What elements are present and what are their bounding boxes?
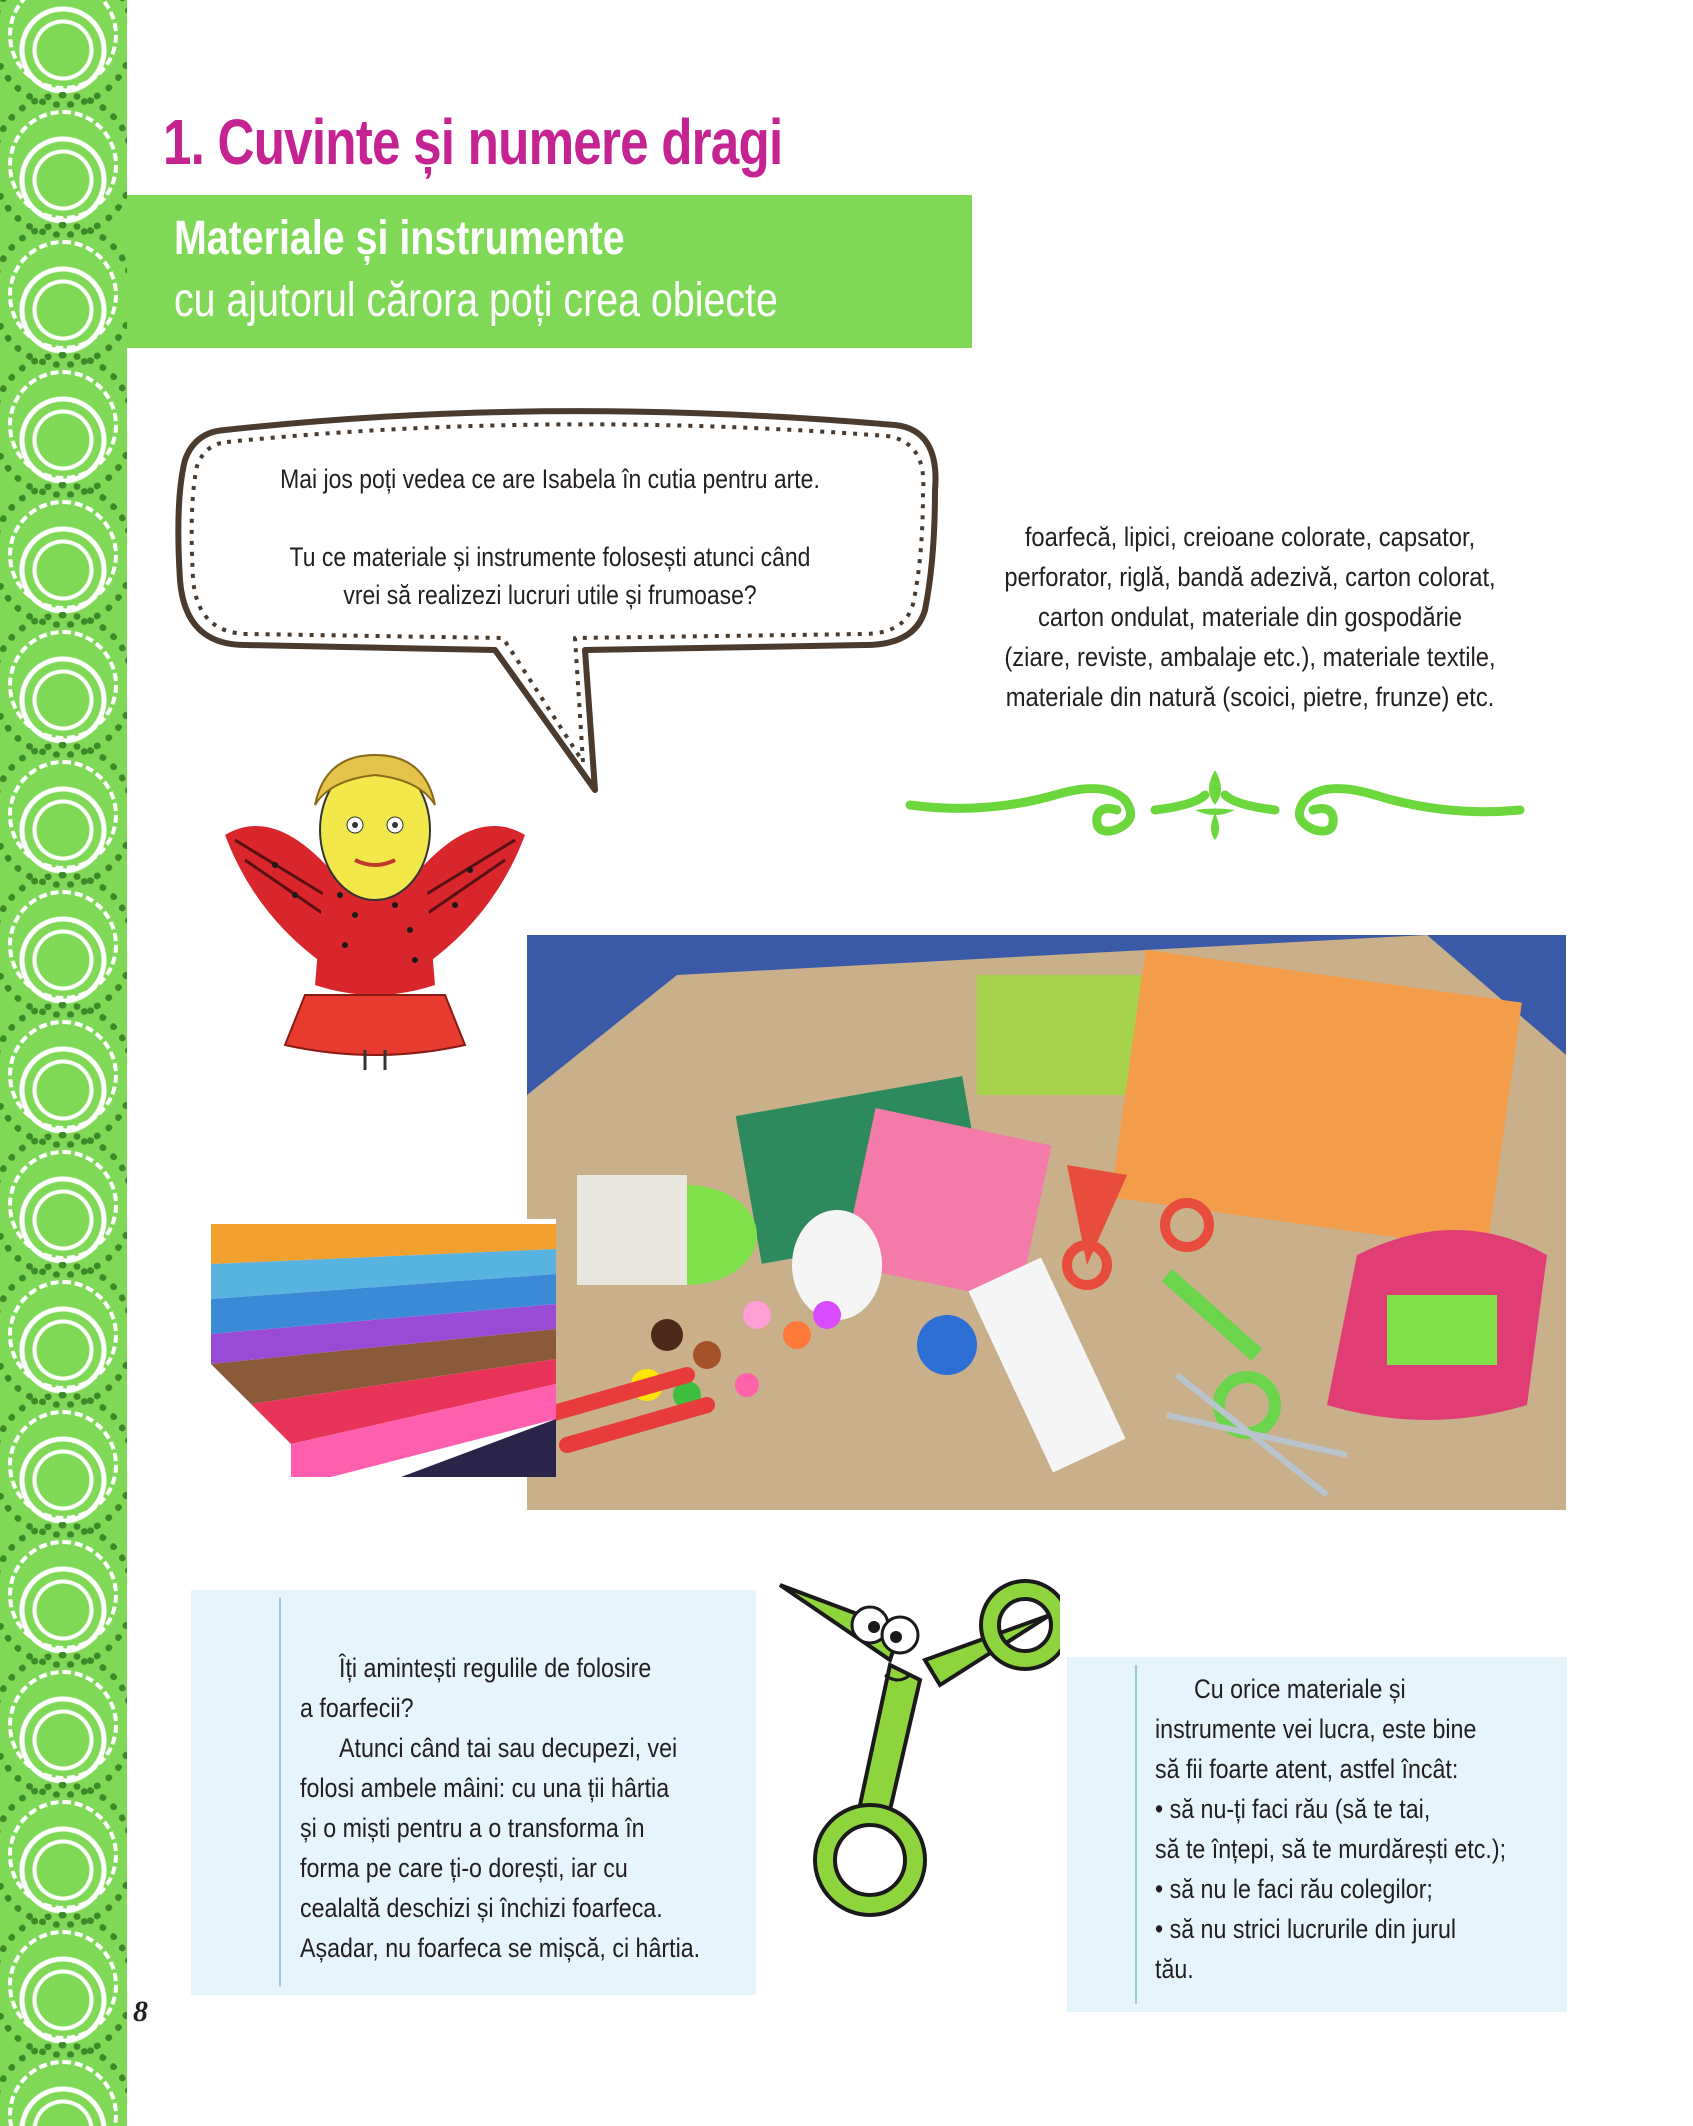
note-left-line: forma pe care ți-o dorești, iar cu	[300, 1853, 628, 1883]
subtitle-regular: cu ajutorul cărora poți crea obiecte	[174, 274, 778, 327]
craft-materials-photo	[527, 935, 1566, 1510]
materials-line: perforator, riglă, bandă adezivă, carton colorat,	[1004, 562, 1496, 592]
note-margin-line	[279, 1598, 281, 1987]
materials-line: foarfecă, lipici, creioane colorate, capsator,	[1024, 522, 1476, 552]
note-right-line: instrumente vei lucra, este bine	[1155, 1714, 1477, 1744]
strip-dashed-ring	[8, 500, 118, 610]
note-left-line: Îți amintești regulile de folosire	[339, 1653, 652, 1683]
note-right-line: • să nu-ți faci rău (să te tai,	[1155, 1794, 1431, 1824]
note-margin-line	[1135, 1665, 1137, 2004]
note-right-line: tău.	[1155, 1954, 1194, 1984]
strip-dashed-ring	[8, 1150, 118, 1260]
bubble-intro-text: Mai jos poți vedea ce are Isabela în cutia pentru arte.	[280, 464, 820, 494]
note-left-line: cealaltă deschizi și închizi foarfeca.	[300, 1893, 663, 1923]
note-left-line: Atunci când tai sau decupezi, vei	[339, 1733, 678, 1763]
strip-dashed-ring	[8, 1280, 118, 1390]
note-left-line: folosi ambele mâini: cu una ții hârtia	[300, 1773, 670, 1803]
materials-line: carton ondulat, materiale din gospodărie	[1038, 602, 1462, 632]
subtitle-bold: Materiale și instrumente	[174, 212, 625, 265]
note-left-line: a foarfecii?	[300, 1693, 414, 1723]
bubble-question-line: vrei să realizezi lucruri utile și frumoase?	[343, 580, 757, 610]
strip-dashed-ring	[8, 110, 118, 220]
isabela-illustration	[215, 745, 535, 1080]
bubble-question-line: Tu ce materiale și instrumente folosești atunci când	[289, 542, 811, 572]
note-right-line: să te înțepi, să te murdărești etc.);	[1155, 1834, 1507, 1864]
note-right-line: • să nu le faci rău colegilor;	[1155, 1874, 1433, 1904]
strip-dashed-ring	[8, 1670, 118, 1780]
strip-dashed-ring	[8, 1930, 118, 2040]
materials-line: materiale din natură (scoici, pietre, frunze) etc.	[1005, 682, 1495, 712]
materials-line: (ziare, reviste, ambalaje etc.), materiale textile,	[1004, 642, 1496, 672]
bubble-question	[244, 538, 856, 614]
corrugated-cardboard-photo	[211, 1219, 556, 1477]
flourish-ornament	[905, 755, 1525, 855]
strip-dashed-ring	[8, 1410, 118, 1520]
strip-dashed-ring	[8, 760, 118, 870]
note-right-line: • să nu strici lucrurile din jurul	[1155, 1914, 1457, 1944]
strip-dashed-ring	[8, 890, 118, 1000]
strip-dashed-ring	[8, 1800, 118, 1910]
page-number: 8	[133, 1995, 148, 2028]
cartoon-scissors-illustration	[770, 1575, 1060, 1920]
craft-photo-drawing	[527, 935, 1566, 1510]
strip-dashed-ring	[8, 240, 118, 350]
strip-dashed-ring	[8, 630, 118, 740]
decorative-side-strip	[0, 0, 127, 2126]
strip-dashed-ring	[8, 1020, 118, 1130]
note-left-line: și o miști pentru a o transforma în	[300, 1813, 645, 1843]
note-right-line: să fii foarte atent, astfel încât:	[1155, 1754, 1459, 1784]
page-title: 1. Cuvinte și numere dragi	[163, 106, 783, 178]
note-right-line: Cu orice materiale și	[1194, 1674, 1406, 1704]
strip-dashed-ring	[8, 1540, 118, 1650]
cardboard-drawing	[211, 1219, 556, 1477]
note-left-line: Așadar, nu foarfeca se mișcă, ci hârtia.	[300, 1933, 701, 1963]
materials-list	[977, 517, 1523, 717]
subtitle-banner	[127, 195, 972, 348]
strip-dashed-ring	[8, 370, 118, 480]
